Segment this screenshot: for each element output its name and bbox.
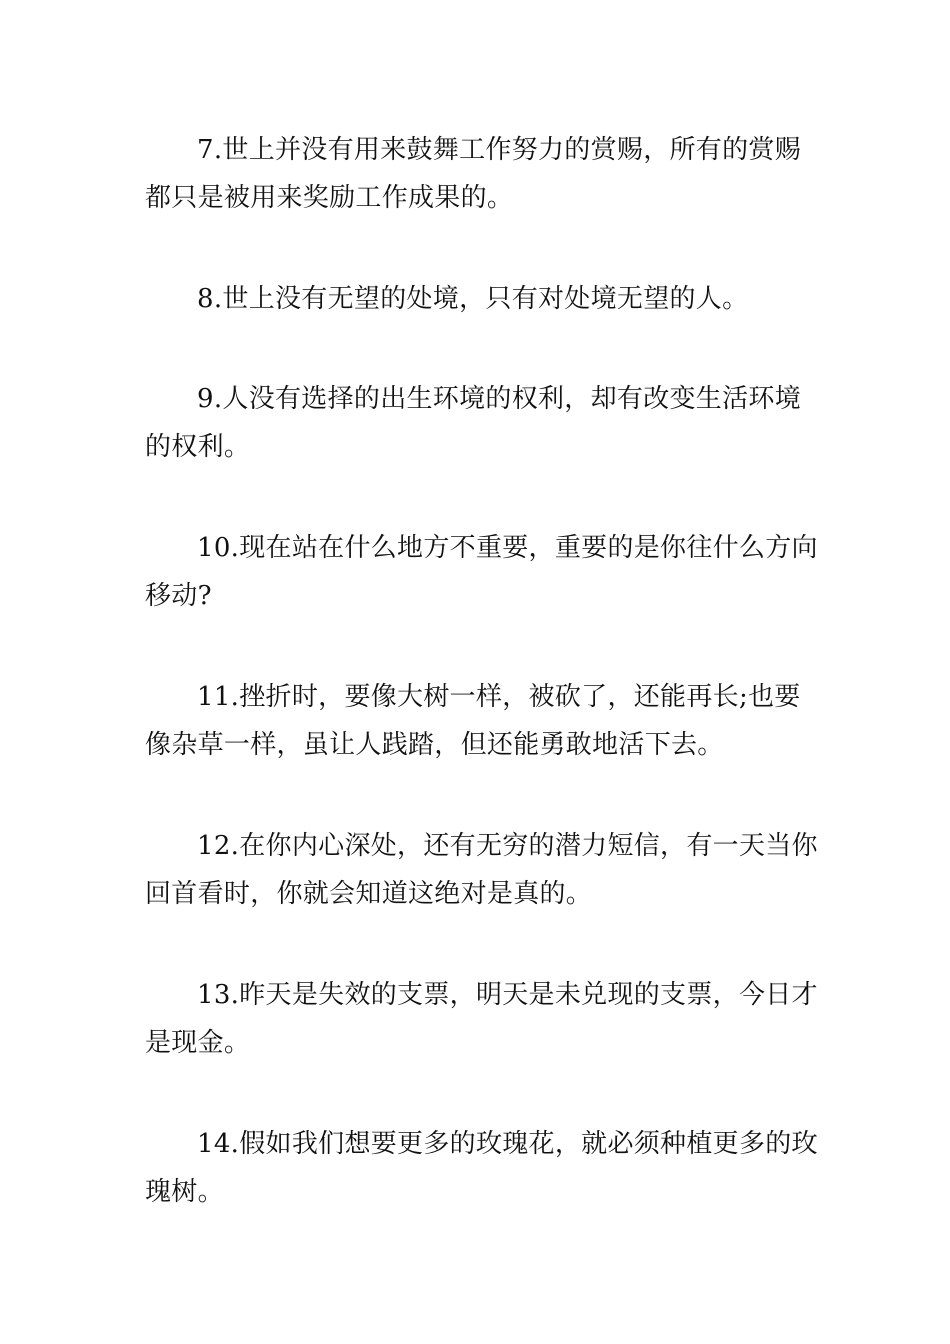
quote-paragraph-12 bbox=[145, 822, 818, 918]
quote-paragraph-7 bbox=[145, 126, 807, 222]
quote-paragraph-14 bbox=[145, 1120, 818, 1216]
paragraph-line: 8.世上没有无望的处境，只有对处境无望的人。 bbox=[197, 284, 749, 314]
paragraph-line: 移动? bbox=[145, 581, 212, 611]
quote-paragraph-13 bbox=[145, 971, 818, 1067]
paragraph-line: 瑰树。 bbox=[145, 1177, 224, 1207]
quote-paragraph-10 bbox=[145, 524, 818, 620]
paragraph-line: 10.现在站在什么地方不重要，重要的是你往什么方向 bbox=[197, 533, 818, 563]
paragraph-line: 都只是被用来奖励工作成果的。 bbox=[145, 183, 514, 213]
paragraph-line: 回首看时，你就会知道这绝对是真的。 bbox=[145, 879, 593, 909]
paragraph-line: 7.世上并没有用来鼓舞工作努力的赏赐，所有的赏赐 bbox=[197, 135, 802, 165]
paragraph-line: 12.在你内心深处，还有无穷的潜力短信，有一天当你 bbox=[197, 831, 818, 861]
paragraph-line: 13.昨天是失效的支票，明天是未兑现的支票，今日才 bbox=[197, 980, 818, 1010]
quote-paragraph-9 bbox=[145, 375, 807, 471]
paragraph-line: 像杂草一样，虽让人践踏，但还能勇敢地活下去。 bbox=[145, 730, 724, 760]
paragraph-line: 14.假如我们想要更多的玫瑰花，就必须种植更多的玫 bbox=[197, 1129, 818, 1159]
paragraph-line: 的权利。 bbox=[145, 432, 251, 462]
quote-paragraph-8 bbox=[145, 275, 807, 323]
paragraph-line: 9.人没有选择的出生环境的权利，却有改变生活环境 bbox=[197, 384, 802, 414]
paragraph-line: 11.挫折时，要像大树一样，被砍了，还能再长;也要 bbox=[197, 682, 801, 712]
paragraph-line: 是现金。 bbox=[145, 1028, 251, 1058]
quote-paragraph-11 bbox=[145, 673, 807, 769]
